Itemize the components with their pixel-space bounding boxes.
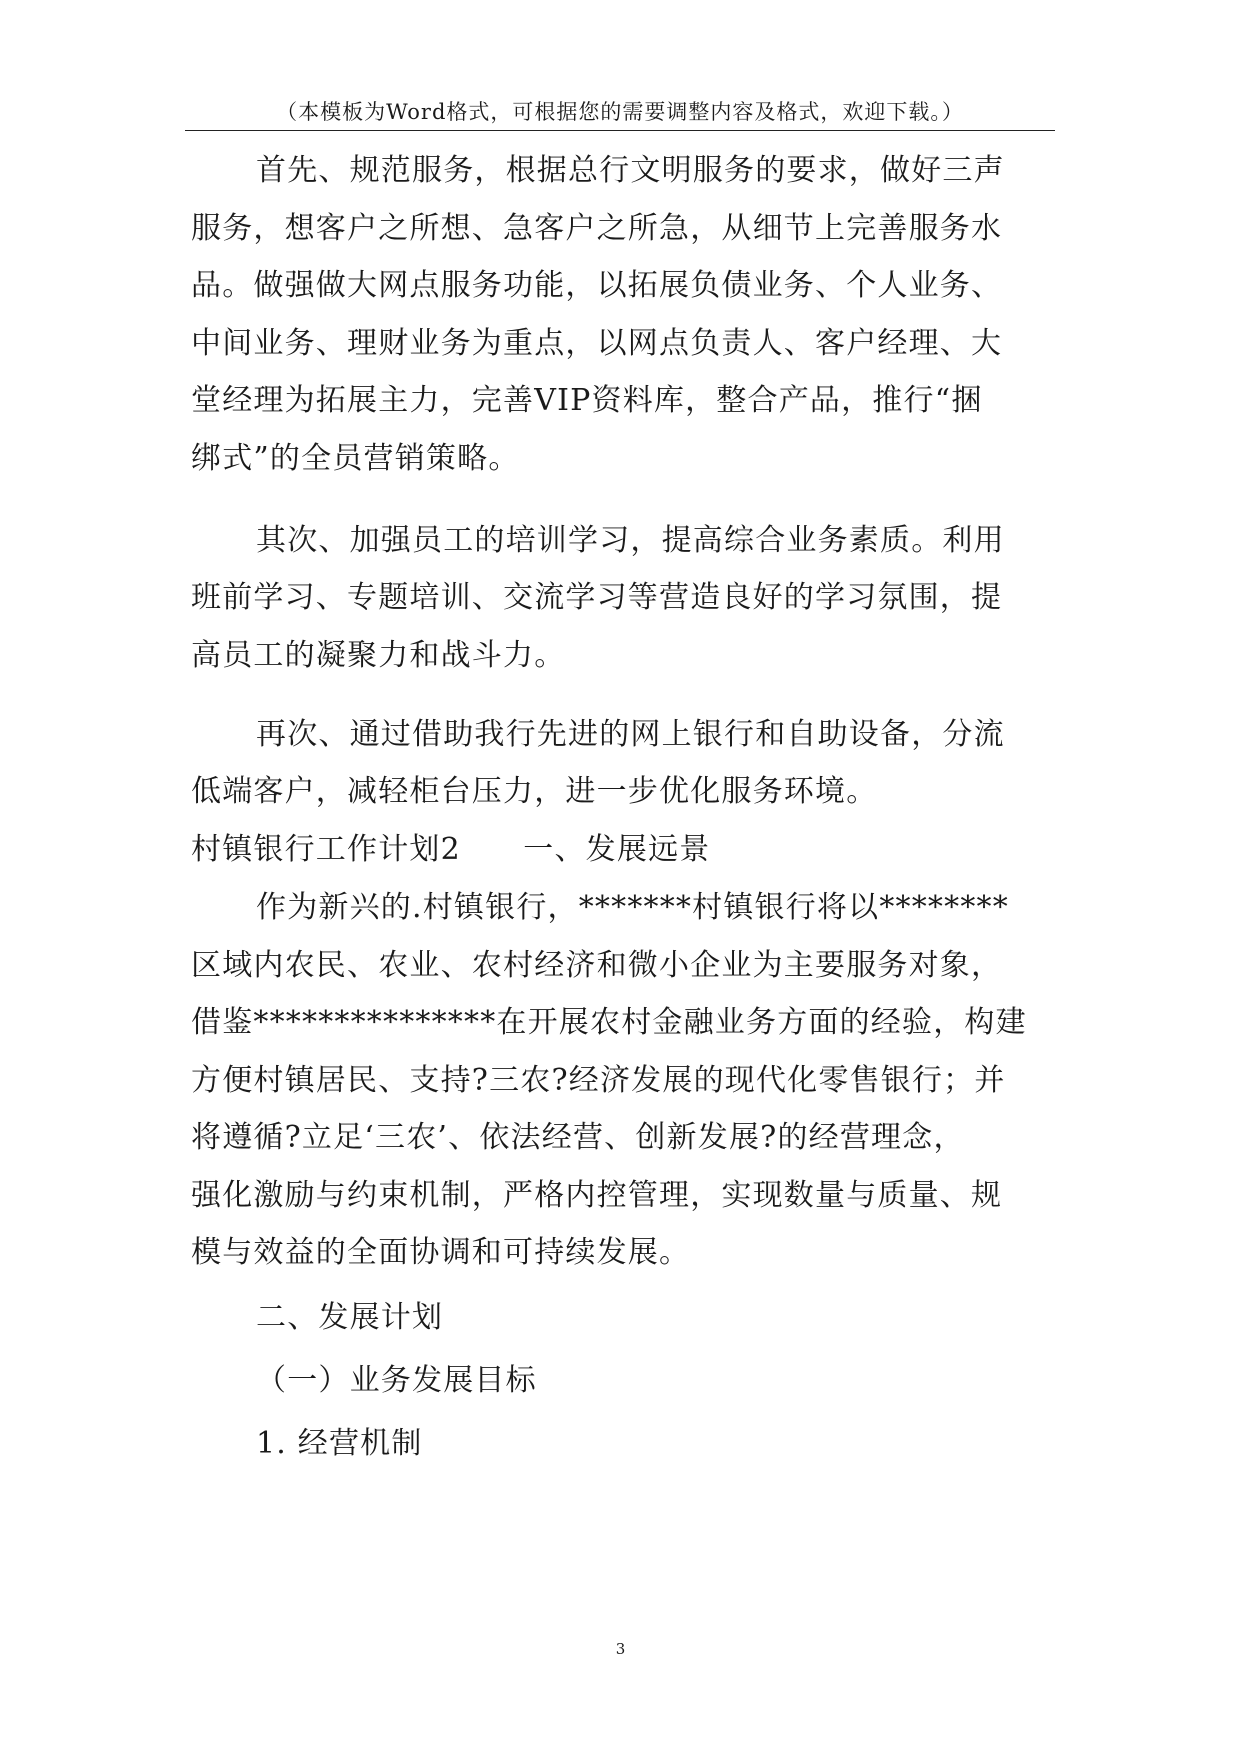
- paragraph-line: 强化激励与约束机制，严格内控管理，实现数量与质量、规: [191, 1178, 1003, 1213]
- paragraph-line: 作为新兴的.村镇银行，*******村镇银行将以********: [256, 890, 1009, 925]
- numbered-heading: 1. 经营机制: [256, 1426, 423, 1461]
- section-heading-line: 村镇银行工作计划2 一、发展远景: [191, 832, 711, 867]
- page-number: 3: [615, 1640, 626, 1658]
- paragraph-line: 区域内农民、农业、农村经济和微小企业为主要服务对象，: [191, 948, 1003, 983]
- section-heading: 二、发展计划: [256, 1300, 444, 1335]
- paragraph-line: 首先、规范服务，根据总行文明服务的要求，做好三声: [256, 153, 1005, 188]
- paragraph-line: 将遵循?立足‘三农’、依法经营、创新发展?的经营理念，: [191, 1120, 965, 1155]
- paragraph-line: 方便村镇居民、支持?三农?经济发展的现代化零售银行；并: [191, 1063, 1006, 1098]
- paragraph-line: 堂经理为拓展主力，完善VIP资料库，整合产品，推行“捆: [191, 383, 983, 418]
- paragraph-line: 绑式”的全员营销策略。: [191, 441, 520, 476]
- paragraph-line: 班前学习、专题培训、交流学习等营造良好的学习氛围，提: [191, 580, 1003, 615]
- paragraph-line: 高员工的凝聚力和战斗力。: [191, 638, 566, 673]
- paragraph-line: 品。做强做大网点服务功能，以拓展负债业务、个人业务、: [191, 268, 1003, 303]
- paragraph-line: 再次、通过借助我行先进的网上银行和自助设备，分流: [256, 717, 1005, 752]
- paragraph-line: 服务，想客户之所想、急客户之所急，从细节上完善服务水: [191, 211, 1003, 246]
- header-divider: [185, 130, 1055, 131]
- paragraph-line: 模与效益的全面协调和可持续发展。: [191, 1235, 691, 1270]
- paragraph-line: 低端客户，减轻柜台压力，进一步优化服务环境。: [191, 774, 878, 809]
- subsection-heading: （一）业务发展目标: [256, 1363, 537, 1398]
- paragraph-line: 其次、加强员工的培训学习，提高综合业务素质。利用: [256, 523, 1005, 558]
- template-header-note: （本模板为Word格式，可根据您的需要调整内容及格式，欢迎下载。）: [276, 100, 964, 124]
- paragraph-line: 中间业务、理财业务为重点，以网点负责人、客户经理、大: [191, 326, 1003, 361]
- paragraph-line: 借鉴***************在开展农村金融业务方面的经验，构建: [191, 1005, 1027, 1040]
